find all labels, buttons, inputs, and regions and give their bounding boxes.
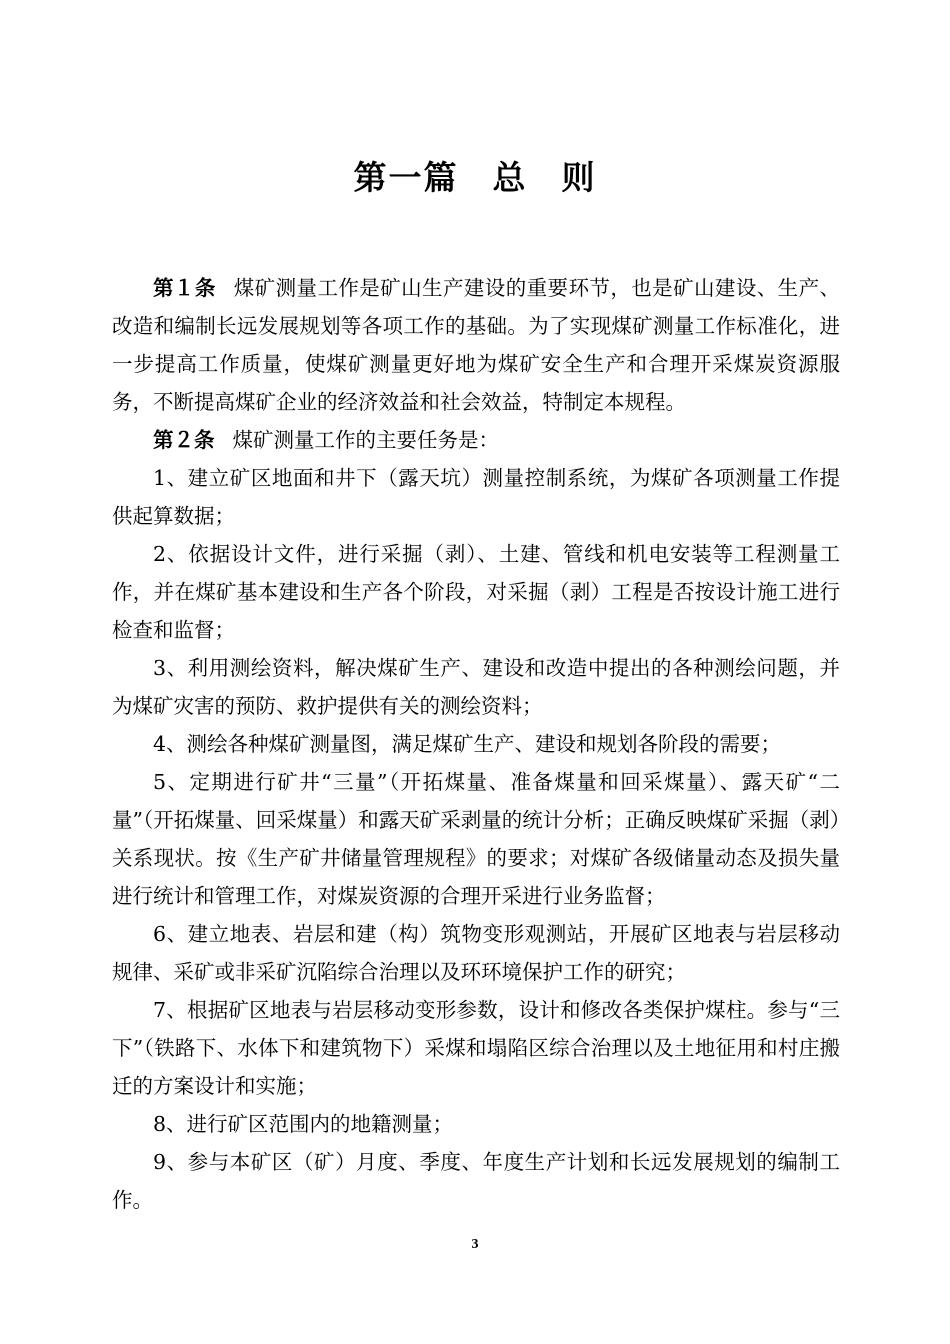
task-item: 7、根据矿区地表与岩层移动变形参数，设计和修改各类保护煤柱。参与“三下”（铁路下、水体下和建筑物下）采煤和塌陷区综合治理以及土地征用和村庄搬迁的方案设计和实施； [112, 998, 840, 1098]
chapter-title-part: 总 [492, 158, 528, 197]
task-item: 6、建立地表、岩层和建（构）筑物变形观测站，开展矿区地表与岩层移动规律、采矿或非采矿沉陷综合治理以及环环境保护工作的研究； [112, 922, 840, 984]
task-item: 1、建立矿区地面和井下（露天坑）测量控制系统，为煤矿各项测量工作提供起算数据； [112, 466, 840, 528]
article-label: 第１条 [153, 276, 216, 300]
article-2 [112, 421, 840, 459]
chapter-title [0, 152, 950, 199]
body-text [112, 269, 840, 1219]
task-item: 4、测绘各种煤矿测量图，满足煤矿生产、建设和规划各阶段的需要； [153, 732, 782, 756]
task-item: 3、利用测绘资料，解决煤矿生产、建设和改造中提出的各种测绘问题，并为煤矿灾害的预防、救护提供有关的测绘资料； [112, 656, 840, 718]
task-item: 8、进行矿区范围内的地籍测量； [153, 1112, 454, 1136]
chapter-title-part: 第一篇 [353, 158, 459, 197]
article-label: 第２条 [153, 428, 215, 452]
page-number: 3 [471, 1237, 479, 1252]
task-item: 5、定期进行矿井“三量”（开拓煤量、准备煤量和回采煤量）、露天矿“二量”（开拓煤量、回采煤量）和露天矿采剥量的统计分析；正确反映煤矿采掘（剥）关系现状。按《生产矿井储量管理规程》的要求；对煤矿各级储量动态及损失量进行统计和管理工作，对煤炭资源的合理开采进行业务监督； [112, 770, 840, 908]
article-1 [112, 269, 840, 421]
chapter-title-part: 则 [561, 158, 597, 197]
task-item: 9、参与本矿区（矿）月度、季度、年度生产计划和长远发展规划的编制工作。 [112, 1150, 840, 1212]
article-text: 煤矿测量工作是矿山生产建设的重要环节，也是矿山建设、生产、改造和编制长远发展规划等各项工作的基础。为了实现煤矿测量工作标准化，进一步提高工作质量，使煤矿测量更好地为煤矿安全生产和合理开采煤炭资源服务，不断提高煤矿企业的经济效益和社会效益，特制定本规程。 [112, 276, 841, 414]
article-text: 煤矿测量工作的主要任务是： [232, 428, 499, 452]
task-item: 2、依据设计文件，进行采掘（剥）、土建、管线和机电安装等工程测量工作，并在煤矿基本建设和生产各个阶段，对采掘（剥）工程是否按设计施工进行检查和监督； [112, 542, 840, 642]
